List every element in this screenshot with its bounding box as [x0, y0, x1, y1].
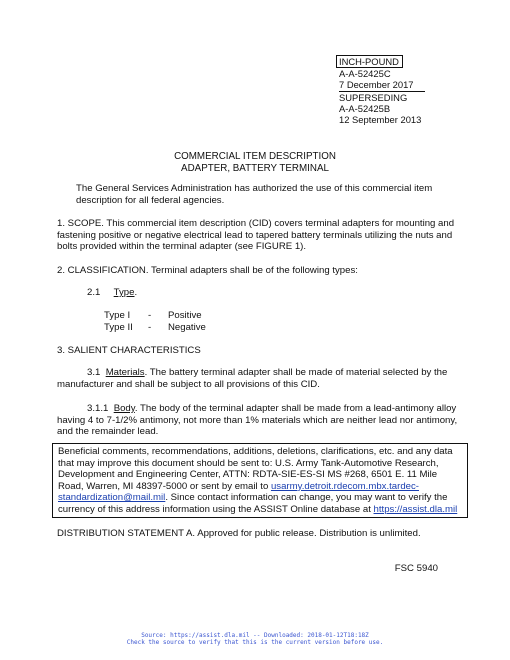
section-2-1 — [87, 287, 137, 299]
type-dash: - — [148, 310, 152, 321]
footer-line-1: Source: https://assist.dla.mil -- Downloaded: 2018-01-12T18:18Z — [141, 632, 369, 639]
classification-paragraph: 2. CLASSIFICATION. Terminal adapters shall be of the following types: — [57, 265, 358, 276]
footer-line-2: Check the source to verify that this is the current version before use. — [126, 639, 384, 647]
inch-pound-label: INCH-POUND — [336, 55, 403, 68]
materials-title: Materials — [105, 367, 145, 378]
type-row — [104, 322, 206, 334]
materials-number: 3.1 — [87, 367, 101, 378]
type-row — [104, 310, 206, 322]
section-2-1-number: 2.1 — [87, 287, 101, 298]
type-value: Negative — [168, 321, 206, 333]
email-link[interactable]: usarmy.detroit.rdecom.mbx.tardec-standardization@mail.mil — [58, 480, 419, 504]
document-title — [0, 151, 510, 174]
authority-paragraph: The General Services Administration has authorized the use of this commercial item description for all federal agencies. — [76, 183, 433, 206]
source-footer — [0, 632, 510, 647]
section-2-1-suffix: . — [134, 287, 138, 298]
type-name: Type II — [104, 321, 133, 333]
title-line-2: ADAPTER, BATTERY TERMINAL — [181, 162, 329, 174]
fsc-code: FSC 5940 — [394, 563, 438, 574]
superseded-id: A-A-52425B — [339, 102, 391, 114]
section-2-1-title: Type — [113, 287, 135, 298]
materials-paragraph — [57, 367, 459, 390]
type-name: Type I — [104, 310, 131, 321]
scope-paragraph: 1. SCOPE. This commercial item description (CID) covers terminal adapters for mounting and fastening positive or negative electrical lead to tapered battery terminals utilizing the nuts and bolts provided within the terminal adapter (see FIGURE 1). — [57, 218, 455, 253]
document-id: A-A-52425C — [339, 68, 391, 80]
comments-text-2: . Since contact information can change, you may want to verify the currency of this address information using the ASSIST Online database at — [58, 492, 448, 515]
type-dash: - — [148, 321, 152, 333]
superseded-date: 12 September 2013 — [339, 114, 422, 126]
distribution-statement: DISTRIBUTION STATEMENT A. Approved for public release. Distribution is unlimited. — [57, 528, 421, 539]
comments-box — [52, 443, 468, 518]
assist-link[interactable]: https://assist.dla.mil — [373, 503, 458, 515]
title-line-1: COMMERCIAL ITEM DESCRIPTION — [174, 151, 336, 162]
type-value: Positive — [168, 310, 202, 321]
types-list — [104, 310, 206, 333]
superseding-label: SUPERSEDING — [339, 91, 408, 103]
document-date: 7 December 2017 — [339, 79, 425, 91]
comments-text: Beneficial comments, recommendations, additions, deletions, clarifications, etc. and any data that may improve this document should be sent to: U.S. Army Tank-Automotive Research, Development and Engineering Center, ATTN: RDTA-SIE-ES-SI MS #268, 6501 E. 11 Mile Road, Warren, MI 48397-5000 or sent by email to — [58, 446, 453, 492]
body-number: 3.1.1 — [87, 403, 109, 414]
salient-heading: 3. SALIENT CHARACTERISTICS — [57, 345, 201, 356]
body-paragraph — [57, 403, 459, 438]
document-header — [339, 55, 429, 125]
materials-text: . The battery terminal adapter shall be made of material selected by the manufacturer and shall be subject to all provisions of this CID. — [57, 367, 448, 390]
body-text: . The body of the terminal adapter shall be made from a lead-antimony alloy having 4 to 7-1/2% antimony, not more than 1% materials which are neither lead nor antimony, and the remainder lead. — [57, 403, 458, 438]
body-title: Body — [113, 403, 135, 414]
